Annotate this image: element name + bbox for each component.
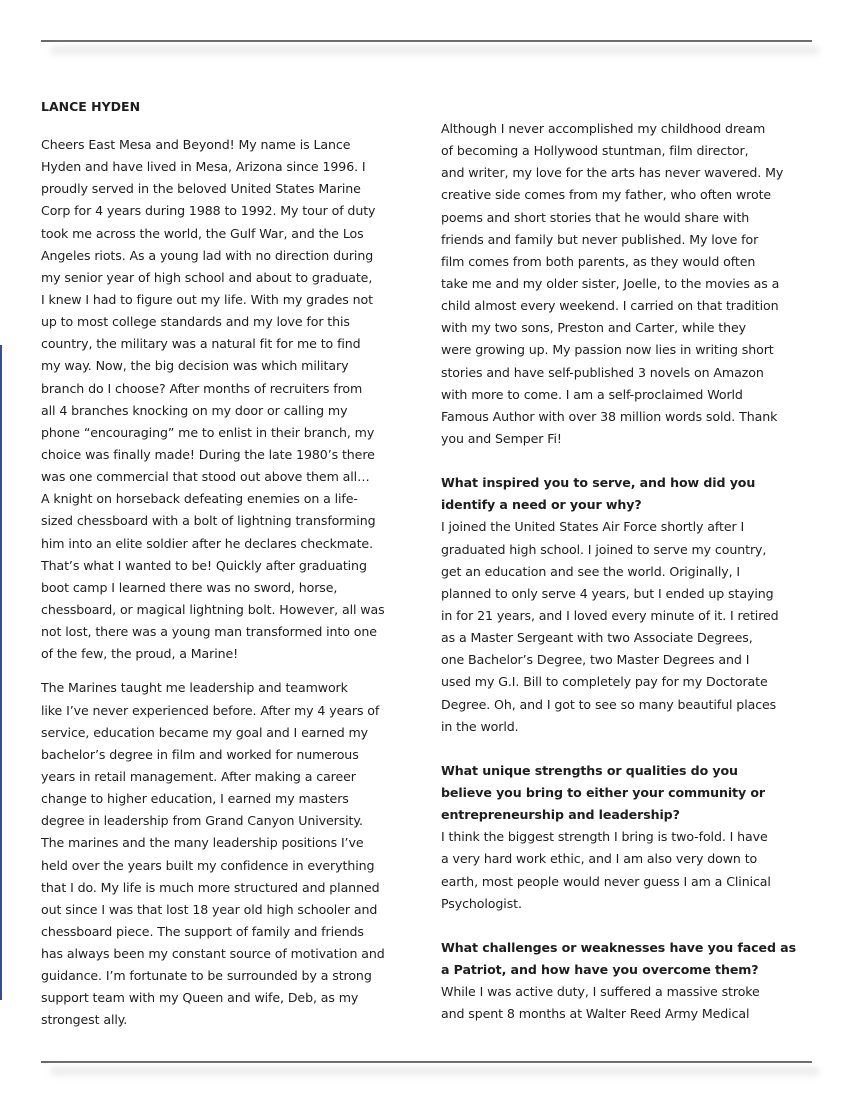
text-line: take me and my older sister, Joelle, to the movies as a <box>441 275 780 291</box>
text-line: up to most college standards and my love for this <box>41 314 350 330</box>
text-line: I think the biggest strength I bring is two-fold. I have <box>441 829 768 845</box>
text-line: A knight on horseback defeating enemies on a life- <box>41 491 358 507</box>
text-line: change to higher education, I earned my masters <box>41 791 349 807</box>
paragraph-gap <box>41 665 421 677</box>
text-line: Although I never accomplished my childhood dream <box>441 121 766 136</box>
right-column <box>441 118 821 1025</box>
left-column <box>41 96 421 1032</box>
top-rule-shadow <box>50 46 820 56</box>
text-line: entrepreneurship and leadership? <box>441 807 680 823</box>
text-line: identify a need or your why? <box>441 497 642 513</box>
text-line: That’s what I wanted to be! Quickly after graduating <box>41 557 367 573</box>
text-line: What unique strengths or qualities do you <box>441 762 738 778</box>
paragraph-gap <box>441 915 821 937</box>
text-line: Corp for 4 years during 1988 to 1992. My tour of duty <box>41 203 376 219</box>
text-line: choice was finally made! During the late 1980’s there <box>41 446 375 462</box>
text-line: support team with my Queen and wife, Deb, as my <box>41 990 359 1006</box>
text-line: and writer, my love for the arts has never wavered. My <box>441 165 784 181</box>
text-line: What inspired you to serve, and how did you <box>441 475 756 491</box>
text-line: with my two sons, Preston and Carter, while they <box>441 320 747 336</box>
paragraph-gap <box>441 738 821 760</box>
paragraph-gap <box>441 450 821 472</box>
text-line: was one commercial that stood out above them all… <box>41 469 370 485</box>
answer-paragraph <box>441 981 821 1025</box>
text-line: has always been my constant source of motivation and <box>41 946 385 962</box>
answer-paragraph <box>441 826 821 915</box>
question-heading <box>441 760 821 826</box>
text-line: planned to only serve 4 years, but I ended up staying <box>441 585 774 601</box>
answer-paragraph <box>441 516 821 737</box>
text-line: that I do. My life is much more structured and planned <box>41 879 380 895</box>
text-line: While I was active duty, I suffered a massive stroke <box>441 984 760 1000</box>
text-line: and spent 8 months at Walter Reed Army Medical <box>441 1006 750 1022</box>
text-line: creative side comes from my father, who often wrote <box>441 187 772 203</box>
text-line: guidance. I’m fortunate to be surrounded by a strong <box>41 968 372 984</box>
text-line: phone “encouraging” me to enlist in their branch, my <box>41 424 375 440</box>
bottom-rule-shadow <box>50 1067 820 1077</box>
text-line: a Patriot, and how have you overcome them? <box>441 961 759 977</box>
text-line: held over the years built my confidence in everything <box>41 857 375 873</box>
text-line: friends and family but never published. My love for <box>441 231 759 247</box>
text-line: earth, most people would never guess I am a Clinical <box>441 873 771 889</box>
text-line: were growing up. My passion now lies in writing short <box>441 342 774 358</box>
text-line: I joined the United States Air Force shortly after I <box>441 519 745 535</box>
text-line: chessboard, or magical lightning bolt. However, all was <box>41 601 385 617</box>
text-line: Psychologist. <box>441 895 522 911</box>
text-line: chessboard piece. The support of family and friends <box>41 923 364 939</box>
text-line: graduated high school. I joined to serve my country, <box>441 541 767 557</box>
bio-paragraph <box>41 134 421 665</box>
text-line: branch do I choose? After months of recruiters from <box>41 380 363 396</box>
text-line: I knew I had to figure out my life. With my grades not <box>41 291 373 307</box>
top-rule <box>41 40 812 42</box>
text-line: you and Semper Fi! <box>441 430 562 446</box>
text-line: bachelor’s degree in film and worked for numerous <box>41 746 359 762</box>
text-line: in for 21 years, and I loved every minute of it. I retired <box>441 607 779 623</box>
text-line: Cheers East Mesa and Beyond! My name is Lance <box>41 137 351 152</box>
text-line: poems and short stories that he would share with <box>441 209 750 225</box>
text-line: strongest ally. <box>41 1012 128 1028</box>
text-line: as a Master Sergeant with two Associate Degrees, <box>441 630 753 646</box>
text-line: one Bachelor’s Degree, two Master Degrees and I <box>441 652 750 668</box>
text-line: sized chessboard with a bolt of lightning transforming <box>41 513 376 529</box>
text-line: boot camp I learned there was no sword, horse, <box>41 579 338 595</box>
author-name: LANCE HYDEN <box>41 99 141 114</box>
text-line: Angeles riots. As a young lad with no direction during <box>41 247 374 263</box>
text-line: my senior year of high school and about to graduate, <box>41 269 373 285</box>
text-line: What challenges or weaknesses have you faced as <box>441 939 796 955</box>
text-line: stories and have self-published 3 novels on Amazon <box>441 364 764 380</box>
left-edge-line <box>0 345 2 1000</box>
text-line: like I’ve never experienced before. After my 4 years of <box>41 702 380 718</box>
text-line: years in retail management. After making a career <box>41 768 356 784</box>
text-line: believe you bring to either your community or <box>441 784 766 800</box>
text-line: took me across the world, the Gulf War, and the Los <box>41 225 364 241</box>
text-line: out since I was that lost 18 year old high schooler and <box>41 901 378 917</box>
text-line: in the world. <box>441 718 519 734</box>
text-line: get an education and see the world. Originally, I <box>441 563 741 579</box>
text-line: with more to come. I am a self-proclaimed World <box>441 386 743 402</box>
text-line: Degree. Oh, and I got to see so many beautiful places <box>441 696 777 712</box>
text-line: child almost every weekend. I carried on that tradition <box>441 298 779 314</box>
text-line: all 4 branches knocking on my door or calling my <box>41 402 348 418</box>
text-line: degree in leadership from Grand Canyon University. <box>41 813 363 829</box>
text-line: not lost, there was a young man transformed into one <box>41 624 377 640</box>
question-heading <box>441 472 821 516</box>
text-line: a very hard work ethic, and I am also very down to <box>441 851 758 867</box>
text-line: of the few, the proud, a Marine! <box>41 646 239 662</box>
bottom-rule <box>41 1061 812 1063</box>
bio-paragraph <box>441 118 821 450</box>
text-line: service, education became my goal and I earned my <box>41 724 369 740</box>
bio-paragraph <box>41 677 421 1031</box>
text-line: film comes from both parents, as they would often <box>441 253 756 269</box>
text-line: The Marines taught me leadership and teamwork <box>41 680 348 696</box>
text-line: used my G.I. Bill to completely pay for my Doctorate <box>441 674 768 690</box>
text-line: Hyden and have lived in Mesa, Arizona since 1996. I <box>41 159 366 175</box>
question-heading <box>441 937 821 981</box>
text-line: Famous Author with over 38 million words sold. Thank <box>441 408 778 424</box>
text-line: proudly served in the beloved United States Marine <box>41 181 361 197</box>
text-line: country, the military was a natural fit for me to find <box>41 336 361 352</box>
text-line: of becoming a Hollywood stuntman, film director, <box>441 143 749 159</box>
text-line: him into an elite soldier after he declares checkmate. <box>41 535 373 551</box>
text-line: my way. Now, the big decision was which military <box>41 358 349 374</box>
text-line: The marines and the many leadership positions I’ve <box>41 835 364 851</box>
